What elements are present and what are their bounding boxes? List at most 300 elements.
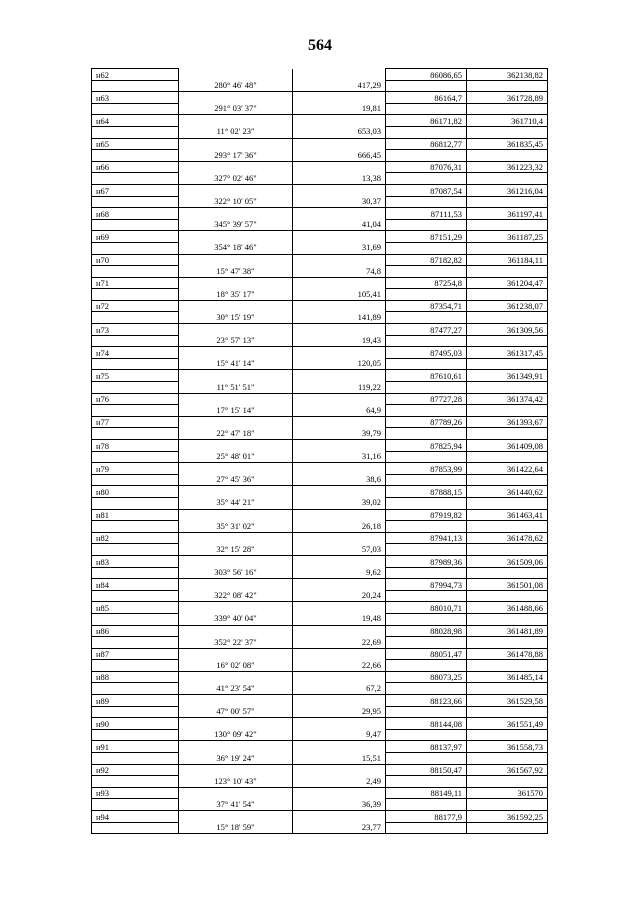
empty-cell: [467, 289, 548, 301]
direction-angle: 322° 10' 05": [179, 196, 293, 208]
point-row: [92, 463, 548, 475]
empty-cell: [179, 440, 293, 452]
direction-angle: 32° 15' 28": [179, 544, 293, 556]
segment-row: [92, 451, 548, 463]
empty-cell: [179, 92, 293, 104]
segment-length: 22,69: [293, 637, 386, 649]
segment-length: 666,45: [293, 150, 386, 162]
x-coordinate: 86164,7: [386, 92, 467, 104]
empty-cell: [179, 416, 293, 428]
segment-length: 120,05: [293, 358, 386, 370]
empty-cell: [179, 115, 293, 127]
empty-cell: [92, 126, 179, 138]
empty-cell: [386, 590, 467, 602]
point-row: [92, 718, 548, 730]
point-name: н88: [92, 671, 179, 683]
point-row: [92, 138, 548, 150]
y-coordinate: 361558,73: [467, 741, 548, 753]
direction-angle: 15° 18' 59": [179, 822, 293, 834]
direction-angle: 11° 51' 51": [179, 382, 293, 394]
empty-cell: [293, 718, 386, 730]
empty-cell: [92, 451, 179, 463]
empty-cell: [92, 405, 179, 417]
empty-cell: [386, 776, 467, 788]
empty-cell: [467, 428, 548, 440]
y-coordinate: 361463,41: [467, 509, 548, 521]
segment-row: [92, 126, 548, 138]
segment-row: [92, 358, 548, 370]
segment-row: [92, 103, 548, 115]
x-coordinate: 88051,47: [386, 648, 467, 660]
empty-cell: [386, 683, 467, 695]
segment-length: 23,77: [293, 822, 386, 834]
segment-row: [92, 799, 548, 811]
point-row: [92, 671, 548, 683]
empty-cell: [467, 451, 548, 463]
segment-row: [92, 242, 548, 254]
empty-cell: [467, 822, 548, 834]
empty-cell: [467, 799, 548, 811]
y-coordinate: 361728,89: [467, 92, 548, 104]
empty-cell: [386, 196, 467, 208]
empty-cell: [386, 382, 467, 394]
empty-cell: [179, 579, 293, 591]
segment-row: [92, 706, 548, 718]
empty-cell: [293, 416, 386, 428]
x-coordinate: 87825,94: [386, 440, 467, 452]
empty-cell: [92, 753, 179, 765]
empty-cell: [179, 648, 293, 660]
empty-cell: [92, 590, 179, 602]
empty-cell: [179, 811, 293, 823]
point-row: [92, 393, 548, 405]
y-coordinate: 361501,08: [467, 579, 548, 591]
point-row: [92, 532, 548, 544]
empty-cell: [179, 787, 293, 799]
point-name: н64: [92, 115, 179, 127]
segment-length: 141,89: [293, 312, 386, 324]
empty-cell: [386, 428, 467, 440]
y-coordinate: 361485,14: [467, 671, 548, 683]
point-row: [92, 416, 548, 428]
empty-cell: [467, 196, 548, 208]
y-coordinate: 361710,4: [467, 115, 548, 127]
empty-cell: [179, 555, 293, 567]
empty-cell: [467, 729, 548, 741]
segment-row: [92, 637, 548, 649]
segment-row: [92, 405, 548, 417]
direction-angle: 303° 56' 16": [179, 567, 293, 579]
empty-cell: [92, 799, 179, 811]
empty-cell: [386, 822, 467, 834]
y-coordinate: 361223,32: [467, 161, 548, 173]
y-coordinate: 361409,08: [467, 440, 548, 452]
point-name: н65: [92, 138, 179, 150]
direction-angle: 36° 19' 24": [179, 753, 293, 765]
empty-cell: [92, 474, 179, 486]
empty-cell: [179, 300, 293, 312]
segment-row: [92, 150, 548, 162]
empty-cell: [293, 648, 386, 660]
empty-cell: [92, 312, 179, 324]
segment-row: [92, 567, 548, 579]
empty-cell: [293, 811, 386, 823]
empty-cell: [179, 277, 293, 289]
empty-cell: [293, 602, 386, 614]
empty-cell: [92, 822, 179, 834]
y-coordinate: 361374,42: [467, 393, 548, 405]
direction-angle: 130° 09' 42": [179, 729, 293, 741]
empty-cell: [467, 103, 548, 115]
point-row: [92, 208, 548, 220]
point-row: [92, 741, 548, 753]
segment-row: [92, 590, 548, 602]
direction-angle: 352° 22' 37": [179, 637, 293, 649]
empty-cell: [386, 335, 467, 347]
empty-cell: [92, 80, 179, 92]
empty-cell: [92, 729, 179, 741]
empty-cell: [179, 254, 293, 266]
empty-cell: [386, 405, 467, 417]
empty-cell: [386, 567, 467, 579]
y-coordinate: 361238,07: [467, 300, 548, 312]
point-name: н76: [92, 393, 179, 405]
x-coordinate: 88149,11: [386, 787, 467, 799]
empty-cell: [386, 474, 467, 486]
point-row: [92, 277, 548, 289]
point-name: н83: [92, 555, 179, 567]
segment-length: 105,41: [293, 289, 386, 301]
empty-cell: [467, 266, 548, 278]
x-coordinate: 87994,73: [386, 579, 467, 591]
direction-angle: 345° 39' 57": [179, 219, 293, 231]
segment-length: 19,43: [293, 335, 386, 347]
empty-cell: [386, 80, 467, 92]
empty-cell: [92, 335, 179, 347]
segment-length: 41,04: [293, 219, 386, 231]
empty-cell: [293, 671, 386, 683]
empty-cell: [467, 590, 548, 602]
point-name: н91: [92, 741, 179, 753]
segment-length: 26,18: [293, 521, 386, 533]
x-coordinate: 86086,65: [386, 69, 467, 81]
empty-cell: [293, 555, 386, 567]
empty-cell: [293, 370, 386, 382]
point-row: [92, 161, 548, 173]
x-coordinate: 87727,28: [386, 393, 467, 405]
x-coordinate: 87888,15: [386, 486, 467, 498]
empty-cell: [293, 115, 386, 127]
empty-cell: [179, 486, 293, 498]
segment-length: 9,47: [293, 729, 386, 741]
x-coordinate: 88144,08: [386, 718, 467, 730]
direction-angle: 322° 08' 42": [179, 590, 293, 602]
x-coordinate: 88073,25: [386, 671, 467, 683]
empty-cell: [467, 544, 548, 556]
segment-row: [92, 335, 548, 347]
x-coordinate: 86171,82: [386, 115, 467, 127]
empty-cell: [92, 544, 179, 556]
empty-cell: [179, 718, 293, 730]
empty-cell: [179, 463, 293, 475]
segment-length: 653,03: [293, 126, 386, 138]
x-coordinate: 88137,97: [386, 741, 467, 753]
direction-angle: 354° 18' 46": [179, 242, 293, 254]
x-coordinate: 87111,53: [386, 208, 467, 220]
direction-angle: 18° 35' 17": [179, 289, 293, 301]
x-coordinate: 87495,03: [386, 347, 467, 359]
segment-length: 22,66: [293, 660, 386, 672]
empty-cell: [92, 776, 179, 788]
segment-row: [92, 474, 548, 486]
x-coordinate: 87941,13: [386, 532, 467, 544]
empty-cell: [179, 208, 293, 220]
direction-angle: 35° 31' 02": [179, 521, 293, 533]
empty-cell: [386, 219, 467, 231]
point-row: [92, 787, 548, 799]
empty-cell: [179, 509, 293, 521]
y-coordinate: 361187,25: [467, 231, 548, 243]
point-name: н85: [92, 602, 179, 614]
empty-cell: [293, 393, 386, 405]
y-coordinate: 361481,89: [467, 625, 548, 637]
empty-cell: [179, 602, 293, 614]
point-row: [92, 231, 548, 243]
y-coordinate: 361184,11: [467, 254, 548, 266]
point-name: н78: [92, 440, 179, 452]
segment-length: 417,29: [293, 80, 386, 92]
empty-cell: [179, 161, 293, 173]
segment-length: 13,38: [293, 173, 386, 185]
empty-cell: [92, 660, 179, 672]
x-coordinate: 86812,77: [386, 138, 467, 150]
segment-length: 19,48: [293, 613, 386, 625]
empty-cell: [467, 497, 548, 509]
empty-cell: [92, 706, 179, 718]
empty-cell: [179, 741, 293, 753]
empty-cell: [293, 579, 386, 591]
segment-length: 36,39: [293, 799, 386, 811]
page-number: 564: [308, 37, 332, 54]
empty-cell: [179, 184, 293, 196]
empty-cell: [386, 497, 467, 509]
point-name: н87: [92, 648, 179, 660]
x-coordinate: 87076,31: [386, 161, 467, 173]
empty-cell: [179, 695, 293, 707]
x-coordinate: 87789,26: [386, 416, 467, 428]
segment-row: [92, 497, 548, 509]
empty-cell: [467, 660, 548, 672]
segment-row: [92, 822, 548, 834]
point-name: н67: [92, 184, 179, 196]
empty-cell: [179, 138, 293, 150]
point-name: н71: [92, 277, 179, 289]
direction-angle: 15° 41' 14": [179, 358, 293, 370]
y-coordinate: 361567,92: [467, 764, 548, 776]
empty-cell: [293, 92, 386, 104]
segment-length: 57,03: [293, 544, 386, 556]
direction-angle: 16° 02' 08": [179, 660, 293, 672]
empty-cell: [467, 753, 548, 765]
direction-angle: 280° 46' 48": [179, 80, 293, 92]
empty-cell: [467, 312, 548, 324]
segment-length: 29,95: [293, 706, 386, 718]
point-row: [92, 347, 548, 359]
y-coordinate: 361592,25: [467, 811, 548, 823]
segment-row: [92, 753, 548, 765]
empty-cell: [92, 497, 179, 509]
empty-cell: [293, 184, 386, 196]
empty-cell: [293, 532, 386, 544]
y-coordinate: 361197,41: [467, 208, 548, 220]
empty-cell: [179, 625, 293, 637]
empty-cell: [386, 358, 467, 370]
empty-cell: [92, 683, 179, 695]
empty-cell: [293, 231, 386, 243]
x-coordinate: 88177,9: [386, 811, 467, 823]
x-coordinate: 87087,54: [386, 184, 467, 196]
y-coordinate: 361317,45: [467, 347, 548, 359]
segment-length: 74,8: [293, 266, 386, 278]
direction-angle: 327° 02' 46": [179, 173, 293, 185]
empty-cell: [467, 80, 548, 92]
direction-angle: 47° 00' 57": [179, 706, 293, 718]
empty-cell: [467, 126, 548, 138]
empty-cell: [293, 300, 386, 312]
empty-cell: [386, 729, 467, 741]
empty-cell: [467, 358, 548, 370]
y-coordinate: 361309,56: [467, 324, 548, 336]
empty-cell: [386, 613, 467, 625]
y-coordinate: 361478,62: [467, 532, 548, 544]
segment-row: [92, 289, 548, 301]
point-name: н68: [92, 208, 179, 220]
direction-angle: 17° 15' 14": [179, 405, 293, 417]
empty-cell: [179, 324, 293, 336]
point-row: [92, 486, 548, 498]
empty-cell: [467, 613, 548, 625]
segment-length: 31,69: [293, 242, 386, 254]
y-coordinate: 361204,47: [467, 277, 548, 289]
segment-row: [92, 521, 548, 533]
y-coordinate: 361835,45: [467, 138, 548, 150]
point-row: [92, 602, 548, 614]
point-row: [92, 625, 548, 637]
point-row: [92, 648, 548, 660]
y-coordinate: 361216,04: [467, 184, 548, 196]
empty-cell: [467, 242, 548, 254]
point-row: [92, 555, 548, 567]
empty-cell: [293, 695, 386, 707]
empty-cell: [92, 382, 179, 394]
point-name: н94: [92, 811, 179, 823]
empty-cell: [386, 173, 467, 185]
segment-row: [92, 544, 548, 556]
y-coordinate: 361570: [467, 787, 548, 799]
x-coordinate: 87853,99: [386, 463, 467, 475]
direction-angle: 339° 40' 04": [179, 613, 293, 625]
empty-cell: [386, 242, 467, 254]
segment-length: 20,24: [293, 590, 386, 602]
empty-cell: [467, 382, 548, 394]
segment-row: [92, 266, 548, 278]
coordinates-table: [91, 68, 548, 834]
x-coordinate: 87354,71: [386, 300, 467, 312]
direction-angle: 123° 10' 43": [179, 776, 293, 788]
empty-cell: [386, 451, 467, 463]
point-name: н84: [92, 579, 179, 591]
empty-cell: [386, 312, 467, 324]
empty-cell: [92, 150, 179, 162]
empty-cell: [386, 289, 467, 301]
empty-cell: [92, 173, 179, 185]
point-name: н70: [92, 254, 179, 266]
segment-length: 38,6: [293, 474, 386, 486]
empty-cell: [92, 289, 179, 301]
point-row: [92, 440, 548, 452]
segment-row: [92, 660, 548, 672]
empty-cell: [386, 660, 467, 672]
empty-cell: [179, 764, 293, 776]
y-coordinate: 361488,66: [467, 602, 548, 614]
direction-angle: 291° 03' 37": [179, 103, 293, 115]
empty-cell: [293, 509, 386, 521]
segment-row: [92, 683, 548, 695]
y-coordinate: 361551,49: [467, 718, 548, 730]
empty-cell: [467, 474, 548, 486]
direction-angle: 37° 41' 54": [179, 799, 293, 811]
x-coordinate: 88028,98: [386, 625, 467, 637]
point-row: [92, 695, 548, 707]
point-name: н74: [92, 347, 179, 359]
empty-cell: [293, 138, 386, 150]
empty-cell: [92, 196, 179, 208]
x-coordinate: 87254,8: [386, 277, 467, 289]
point-name: н86: [92, 625, 179, 637]
empty-cell: [179, 370, 293, 382]
x-coordinate: 87610,61: [386, 370, 467, 382]
empty-cell: [467, 683, 548, 695]
point-row: [92, 509, 548, 521]
empty-cell: [386, 637, 467, 649]
segment-length: 39,79: [293, 428, 386, 440]
point-row: [92, 579, 548, 591]
empty-cell: [293, 69, 386, 81]
point-name: н82: [92, 532, 179, 544]
empty-cell: [92, 637, 179, 649]
coordinates-table-body: [92, 69, 548, 834]
segment-row: [92, 428, 548, 440]
point-row: [92, 764, 548, 776]
point-row: [92, 300, 548, 312]
y-coordinate: 361478,88: [467, 648, 548, 660]
point-row: [92, 69, 548, 81]
empty-cell: [386, 126, 467, 138]
direction-angle: 22° 47' 18": [179, 428, 293, 440]
empty-cell: [92, 428, 179, 440]
empty-cell: [386, 799, 467, 811]
point-name: н72: [92, 300, 179, 312]
empty-cell: [293, 787, 386, 799]
point-name: н63: [92, 92, 179, 104]
empty-cell: [92, 266, 179, 278]
y-coordinate: 361422,64: [467, 463, 548, 475]
direction-angle: 35° 44' 21": [179, 497, 293, 509]
empty-cell: [293, 440, 386, 452]
empty-cell: [92, 242, 179, 254]
y-coordinate: 361529,58: [467, 695, 548, 707]
direction-angle: 30° 15' 19": [179, 312, 293, 324]
